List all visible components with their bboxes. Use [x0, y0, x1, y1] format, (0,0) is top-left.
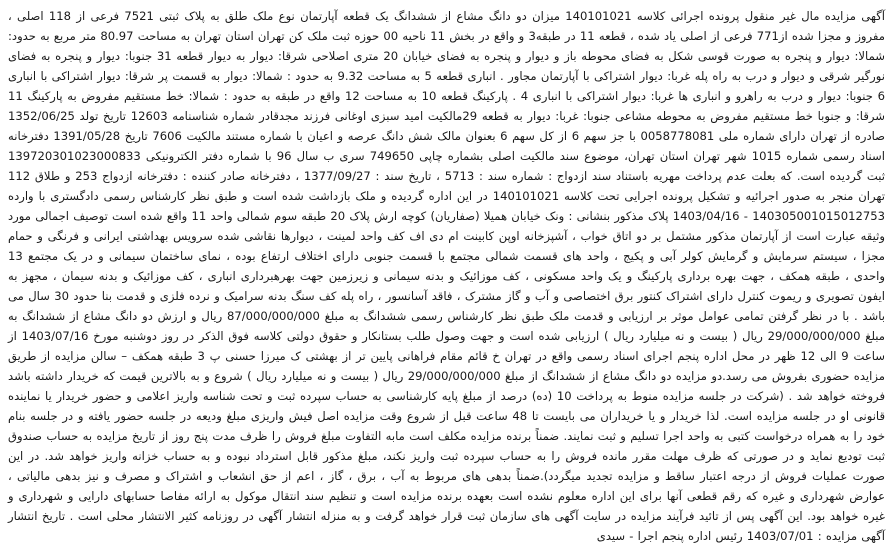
notice-body-text: آگهی مزایده مال غیر منقول پرونده اجرائی کلاسه 140101021 میزان دو دانگ مشاع از ششدانگ یک قطعه آپارتمان نوع ملک طلق به پلاک ثبتی 7521 فرعی از 118 اصلی ، مفروز و مجزا شده از771 فرعی از اصلی یاد شده ، قطعه 11 در طبقه3 و واقع در بخش 11 ناحیه 00 حوزه ثبت ملک کن تهران استان تهران به مساحت 80.97 متر مربع به حدود: شمالا: دیوار و پنجره به صورت قوسی شکل به فضای محوطه باز و دیوار و پنجره به فضای خیابان 20 متری اصلاحی شرقا: دیوار به دیوار قطعه 31 جنوبا: دیوار و پنجره به فضای نورگیر شرقی و دیوار و درب به راه پله غربا: دیوار اشتراکی با آپارتمان مجاور . انباری قطعه 5 به مساحت 9.32 به حدود : شمالا: دیوار به قسمت پر شرقا: دیوار اشتراکی با انباری 6 جنوبا: دیوار و درب به راهرو و انباری ها غربا: دیوار اشتراکی با انباری 4 . پارکینگ قطعه 10 به مساحت 12 واقع در طبقه به حدود : شمالا: خط مستقیم مفروض به پارکینگ 11 شرقا: و جنوبا خط مستقیم مفروض به محوطه مشاعی جنوبا: غربا: دیوار به قطعه 29مالکیت امید سبزی اوغانی فرزند مجدقادر شماره شناسنامه 12603 تاریخ تولد 1352/06/25 صادره از تهران دارای شماره ملی 0058778081 با جز سهم 6 از کل سهم 6 بعنوان مالک شش دانگ عرصه و اعیان با شماره مستند مالکیت 7606 تاریخ 1391/05/28 دفترخانه اسناد رسمی شماره 1015 شهر تهران استان تهران، موضوع سند مالکیت اصلی بشماره چاپی 749650 سری ب سال 96 با شماره دفتر الکترونیکی 139720301023000833 ثبت گردیده است. که بعلت عدم پرداخت مهریه باستناد سند ازدواج : شماره سند : 5713 ، تاریخ سند : 1377/09/27 ، دفترخانه صادر کننده : دفترخانه ازدواج 253 و طلاق 112 تهران منجر به صدور اجرائیه و تشکیل پرونده اجرایی تحت کلاسه 140101021 در این اداره گردیده و ملک بازداشت شده است و طبق نظر کارشناس رسمی دادگستری با وارده 140305001015012753 - 1403/04/16 پلاک مذکور بنشانی : ونک خیابان همیلا (صفاریان) کوچه ارش پلاک 20 طبقه سوم شمالی واحد 11 واقع شده است توصیف اجمالی مورد وثیقه عبارت است از آپارتمان مذکور مشتمل بر دو اتاق خواب ، آشپزخانه اوپن کابینت ام دی اف کف واحد لمینت ، دیوارها نقاشی شده سرویس بهداشتی ایرانی و فرنگی و حمام مجزا ، سیستم سرمایش و گرمایش کولر آبی و پکیج ، واحد های قسمت شمالی مجتمع با قسمت جنوبی دارای اختلاف ارتفاع بوده ، نمای ساختمان سیمانی و در یک مجتمع 13 واحدی ، طبقه همکف ، جهت بهره برداری پارکینگ و یک واحد مسکونی ، کف موزائیک و بدنه سیمانی و زیرزمین جهت بهرهبرداری انباری ، کف موزائیک و بدنه سیمان ، مجهز به ایفون تصویری و ریموت کنترل دارای اشتراک کنتور برق اختصاصی و آب و گاز مشترک ، فاقد آسانسور ، راه پله کف سنگ بدنه سرامیک و نرده فلزی و قدمت بنا حدود 30 سال می باشد . با در نظر گرفتن تمامی عوامل موثر بر ارزیابی و قدمت ملک طبق نظر کارشناس رسمی ششدانگ به مبلغ 87/000/000/000 ریال و ارزش دو دانگ مشاع از ششدانگ به مبلغ 29/000/000/000 ریال ( بیست و نه میلیارد ریال ) ارزیابی شده است و جهت وصول طلب بستانکار و حقوق دولتی کلاسه فوق الذکر در روز دوشنبه مورخ 1403/07/16 از ساعت 9 الی 12 ظهر در محل اداره پنجم اجرای اسناد رسمی واقع در تهران خ قائم مقام فراهانی پایین تر از بهشتی ک میرزا حسنی پ 3 طبقه همکف – سالن مزایده از طریق مزایده حضوری بفروش می رسد.دو مزایده دو دانگ مشاع از ششدانگ از مبلغ 29/000/000/000 ریال ( بیست و نه میلیارد ریال ) شروع و به بالاترین قیمت که خریدار داشته باشد فروخته خواهد شد . (شرکت در جلسه مزایده منوط به پرداخت 10 (ده) درصد از مبلغ پایه کارشناسی به حساب سپرده ثبت و تحت شناسه واریز اعلامی و حضور خریدار یا نماینده قانونی او در جلسه مزایده است. لذا خریدار و یا خریداران می بایست تا 48 ساعت قبل از شروع وقت مزایده اصل فیش واریزی مبلغ ودیعه در جلسه حضور یافته و در جلسه بنام خود را به همراه درخواست کتبی به واحد اجرا تسلیم و ثبت نمایند. ضمناً برنده مزایده مکلف است مابه التفاوت مبلغ فروش را ظرف مدت پنج روز از تاریخ مزایده به حساب صندوق ثبت تودیع نماید و در صورتی که ظرف مهلت مقرر مانده فروش را به حساب سپرده ثبت واریز نکند، مبلغ مذکور قابل استرداد نبوده و به حساب خزانه واریز خواهد شد. در این صورت عملیات فروش از درجه اعتبار ساقط و مزایده تجدید میگردد).ضمناً بدهی های مربوط به آب ، برق ، گاز ، اعم از حق انشعاب و اشتراک و مصرف و نیز بدهی مالیاتی ، عوارض شهرداری و غیره که رقم قطعی آنها برای این اداره معلوم نشده است بعهده برنده مزایده است و تنظیم سند انتقال موکول به ارائه مفاصا حسابهای دارایی و شهرداری و غیره خواهد بود. این آگهی پس از تائید فرآیند مزایده در سایت آگهی های سازمان ثبت قرار خواهد گرفت و به منزله انتشار آگهی در روزنامه کثیر الانتشار محلی است . تاریخ انتشار آگهی مزایده : 1403/07/01 رئیس اداره پنجم اجرا - سیدی: [8, 9, 886, 543]
